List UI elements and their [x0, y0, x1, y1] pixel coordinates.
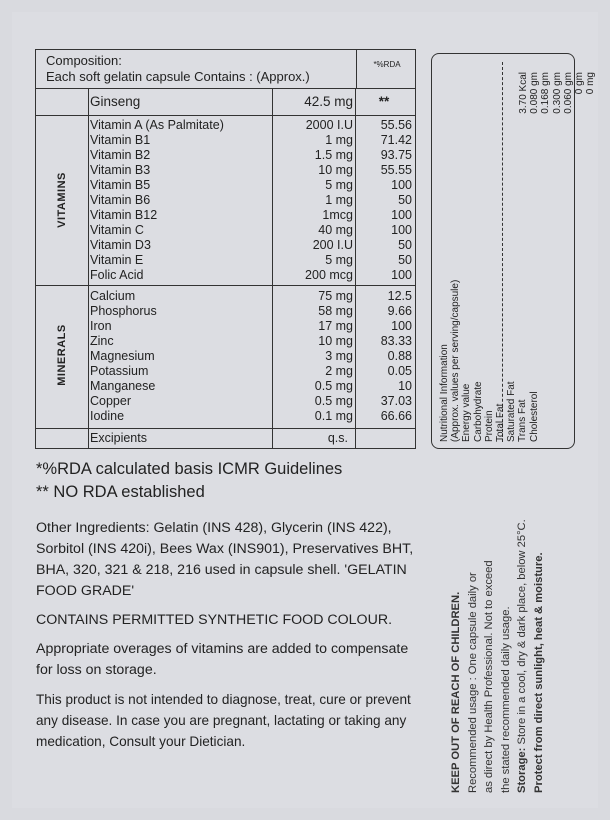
nutrition-value: 0.060 gm [562, 72, 574, 114]
nutrition-value: 0 mg [585, 72, 597, 95]
vitamin-qty: 10 mg [318, 163, 353, 177]
nutrition-label: Protein [483, 410, 495, 442]
minerals-divider [36, 428, 415, 429]
mineral-rda: 0.88 [387, 349, 412, 363]
excipients-qty: q.s. [327, 431, 348, 445]
vitamin-qty: 1 mg [325, 133, 353, 147]
mineral-rda: 0.05 [387, 364, 412, 378]
mineral-rda: 37.03 [380, 394, 412, 408]
ginseng-name: Ginseng [90, 94, 141, 109]
name-divider [88, 88, 89, 448]
colour-note: CONTAINS PERMITTED SYNTHETIC FOOD COLOUR. [36, 612, 393, 628]
storage-line [514, 463, 531, 793]
nutrition-label: (Approx. values per serving/capsule) [450, 279, 462, 442]
nutrition-value: 0 gm [574, 72, 586, 95]
nutrition-value: 0.080 gm [529, 72, 541, 114]
protect-line: Protect from direct sunlight, heat & moisture. [532, 552, 545, 793]
mineral-rda: 12.5 [387, 289, 412, 303]
vitamin-qty: 1mcg [322, 208, 353, 222]
vitamin-name: Vitamin B12 [90, 208, 158, 222]
vitamin-qty: 5 mg [325, 178, 353, 192]
vitamin-rda: 100 [391, 208, 412, 222]
mineral-rda: 66.66 [380, 409, 412, 423]
vitamin-name: Vitamin B3 [90, 163, 151, 177]
vitamin-qty: 40 mg [318, 223, 353, 237]
vitamin-qty: 1 mg [325, 193, 353, 207]
mineral-qty: 3 mg [325, 349, 353, 363]
mineral-name: Copper [90, 394, 131, 408]
vitamin-name: Vitamin B2 [90, 148, 151, 162]
usage-line-3: the stated recommended daily usage. [499, 606, 512, 793]
composition-title: Composition: [46, 53, 122, 68]
minerals-label: MINERALS [56, 324, 68, 386]
rda-note: *%RDA calculated basis ICMR Guidelines [36, 460, 343, 478]
mineral-qty: 0.1 mg [314, 409, 353, 423]
storage-label: Storage: [516, 747, 528, 793]
vitamin-name: Vitamin C [90, 223, 144, 237]
usage-storage-text [448, 463, 547, 793]
vitamin-name: Vitamin E [90, 253, 144, 267]
vitamin-rda: 100 [391, 268, 412, 282]
mineral-rda: 83.33 [380, 334, 412, 348]
mineral-name: Manganese [90, 379, 156, 393]
vitamin-name: Folic Acid [90, 268, 144, 282]
children-warning: KEEP OUT OF REACH OF CHILDREN. [450, 591, 462, 793]
mineral-qty: 2 mg [325, 364, 353, 378]
mineral-rda: 9.66 [387, 304, 412, 318]
vitamin-name: Vitamin D3 [90, 238, 151, 252]
mineral-name: Phosphorus [90, 304, 157, 318]
mineral-name: Iodine [90, 409, 125, 423]
vitamins-divider [36, 285, 415, 286]
composition-subtitle: Each soft gelatin capsule Contains : (Approx.) [46, 69, 310, 84]
vitamin-name: Vitamin A (As Palmitate) [90, 118, 224, 132]
overages-note: Appropriate overages of vitamins are added to compensate for loss on storage. [36, 641, 409, 678]
nutrition-label: Saturated Fat [506, 381, 518, 442]
vitamin-rda: 93.75 [380, 148, 412, 162]
mineral-name: Zinc [90, 334, 114, 348]
ginseng-rda: ** [378, 94, 390, 109]
mineral-qty: 75 mg [318, 289, 353, 303]
vitamin-rda: 71.42 [380, 133, 412, 147]
nutrition-label: Energy value [461, 383, 473, 442]
nutrition-values [518, 72, 596, 242]
nutrition-label: Trans Fat [517, 399, 529, 442]
vitamin-rda: 50 [398, 238, 412, 252]
usage-line-2: as direct by Health Professional. Not to exceed [483, 560, 495, 793]
mineral-rda: 100 [391, 319, 412, 333]
usage-line-1: Recommended usage : One capsule daily or [466, 572, 479, 793]
vitamin-rda: 55.55 [380, 163, 412, 177]
nutrition-label: Total Fat [495, 403, 507, 442]
disclaimer: This product is not intended to diagnose, treat, cure or prevent any disease. In case you are pregnant, lactating or taking any medication, Consult your Dietician. [36, 692, 411, 749]
storage-text: Store in a cool, dry & dark place, below 25°C. [516, 519, 528, 748]
notes-section [36, 458, 426, 752]
rda-header: *%RDA [356, 50, 417, 88]
mineral-qty: 0.5 mg [314, 379, 353, 393]
mineral-name: Potassium [90, 364, 149, 378]
vitamin-qty: 200 mcg [305, 268, 353, 282]
mineral-name: Iron [90, 319, 112, 333]
vitamin-name: Vitamin B5 [90, 178, 151, 192]
mineral-rda: 10 [398, 379, 412, 393]
vitamin-name: Vitamin B6 [90, 193, 151, 207]
vitamin-qty: 200 I.U [312, 238, 353, 252]
ginseng-qty: 42.5 mg [304, 94, 353, 109]
nutrition-label: Cholesterol [528, 391, 540, 442]
vitamin-name: Vitamin B1 [90, 133, 151, 147]
nutrition-label: Carbohydrate [472, 381, 484, 442]
vitamin-rda: 50 [398, 193, 412, 207]
nutrition-value: 3.70 Kcal [518, 72, 529, 114]
vitamins-label: VITAMINS [56, 172, 68, 228]
vitamin-qty: 1.5 mg [314, 148, 353, 162]
nutrition-label: Nutritional Information [439, 344, 450, 442]
vitamin-qty: 5 mg [325, 253, 353, 267]
ginseng-divider [36, 115, 415, 116]
excipients-name: Excipients [90, 431, 147, 445]
vitamin-rda: 100 [391, 223, 412, 237]
mineral-qty: 10 mg [318, 334, 353, 348]
no-rda-note: ** NO RDA established [36, 483, 205, 501]
composition-table [35, 49, 416, 449]
vitamin-rda: 55.56 [380, 118, 412, 132]
vitamin-qty: 2000 I.U [305, 118, 353, 132]
mineral-qty: 0.5 mg [314, 394, 353, 408]
vitamin-rda: 100 [391, 178, 412, 192]
mineral-qty: 17 mg [318, 319, 353, 333]
mineral-name: Magnesium [90, 349, 155, 363]
nutrition-value: 0.168 gm [540, 72, 552, 114]
nutrition-box [431, 53, 597, 449]
vitamin-rda: 50 [398, 253, 412, 267]
composition-header [36, 50, 415, 89]
mineral-qty: 58 mg [318, 304, 353, 318]
other-ingredients: Other Ingredients: Gelatin (INS 428), Glycerin (INS 422), Sorbitol (INS 420i), Bees Wax (INS901), Preservatives BHT, BHA, 320, 321 & 218, 216 used in capsule shell. 'GELATIN FOOD GRADE' [36, 520, 414, 599]
mineral-name: Calcium [90, 289, 136, 303]
nutrition-value: 0.300 gm [551, 72, 563, 114]
